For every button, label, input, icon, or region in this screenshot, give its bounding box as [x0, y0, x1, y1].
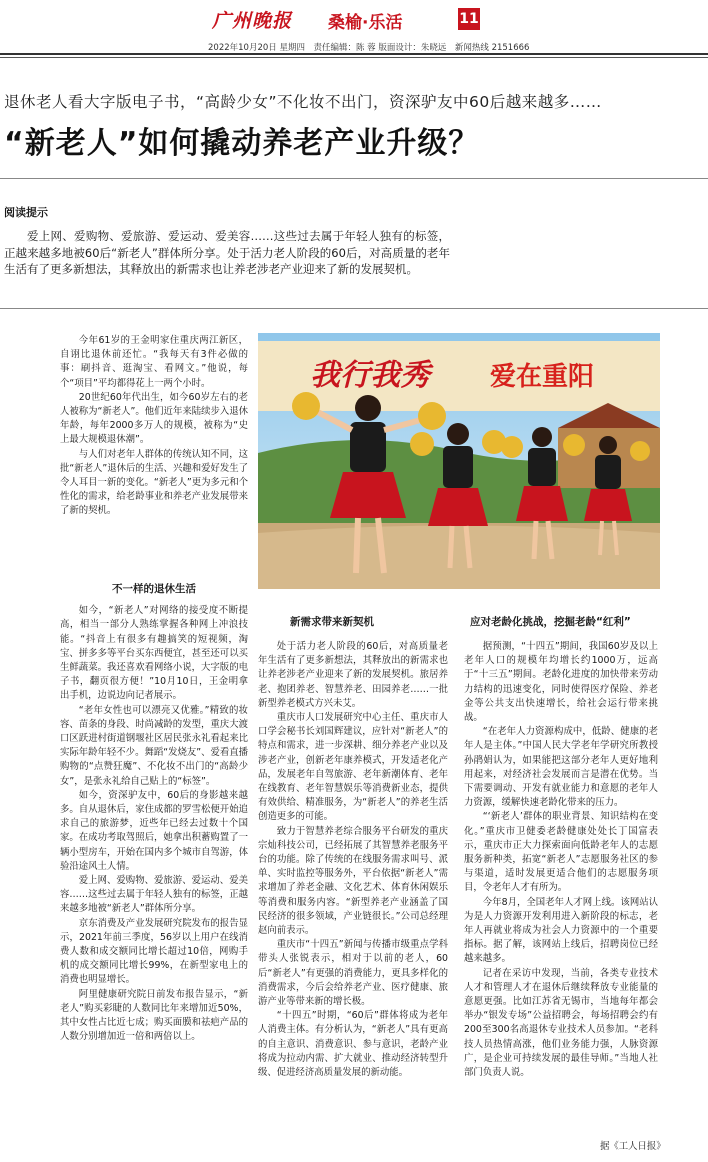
section-title [328, 8, 402, 33]
section-name: 桑榆·乐活 [328, 13, 403, 33]
masthead-rule-thin [0, 57, 708, 58]
banner-text-right: 爱在重阳 [490, 362, 595, 392]
paragraph: 处于活力老人阶段的60后，对高质量老年生活有了更多新想法，其释放出的新需求也让养老涉老产业迎来了新的发展契机。旅居养老、抱团养老、智慧养老、田园养老……一批新型养老模式方兴未艾。 [258, 641, 448, 709]
paragraph: 如今，资深驴友中，60后的身影越来越多。自从退休后，家住成都的罗雪松便开始追求自己的旅游梦，近些年已经去过数十个国家。在成功考取驾照后，她拿出积蓄购置了一辆小型房车，开始在国内多个城市自驾游，体验沿途风土人情。 [60, 789, 248, 872]
reading-tip-text: 爱上网、爱购物、爱旅游、爱运动、爱美容……这些过去属于年轻人独有的标签，正越来越多地被60后“新老人”群体所分享。处于活力老人阶段的60后，对高质量的老年生活有了更多新想法，其释放出的新需求也让养老涉老产业迎来了新的发展契机。 [4, 229, 450, 277]
paragraph: 今年8月，全国老年人才网上线。该网站认为是人力资源开发利用进入新阶段的标志，老年人再就业将成为社会人力资源中的一个重要指标。据了解，该网站上线后，招聘岗位已经越来越多。 [464, 896, 658, 965]
paragraph: 据预测，“十四五”期间，我国60岁及以上老年人口的规模年均增长约1000万，远高于“十三五”期间。老龄化进度的加快带来劳动力结构的迅速变化，同时使得医疗保险、养老金等公共支出快速增长，给社会运行带来挑战。 [464, 641, 658, 724]
paragraph: 重庆市“十四五”新闻与传播市级重点学科带头人张锐表示，相对于以前的老人，60后“新老人”有更强的消费能力，更具多样化的消费需求，今后会给养老产业、医疗健康、旅游产业等带来新的增长极。 [258, 939, 448, 1008]
paragraph: 爱上网、爱购物、爱旅游、爱运动、爱美容……这些过去属于年轻人独有的标签，正越来越多地被“新老人”群体所分享。 [60, 875, 248, 915]
masthead-rule [0, 53, 708, 55]
paragraph: “十四五”时期，“60后”群体将成为老年人消费主体。有分析认为，“新老人”具有更高的自主意识、消费意识、参与意识，老龄产业将成为拉动内需、扩大就业、推动经济转型升级、促进经济高质量发展的新动能。 [258, 1010, 448, 1079]
banner-text-left: 我行我秀 [310, 358, 430, 393]
paragraph: 京东消费及产业发展研究院发布的报告显示，2021年前三季度，56岁以上用户在线消费人数和成交额同比增长超过10倍，网购手机的成交额同比增长99%，在新型家电上的消费也明显增长。 [60, 917, 248, 986]
column-2 [258, 640, 448, 1080]
paragraph: “‘新老人’群体的职业背景、知识结构在变化。”重庆市卫健委老龄健康处处长丁国富表示，重庆市正大力探索面向低龄老年人的志愿服务新种类，拓宽“新老人”志愿服务社区的参与渠道，适时发展更适合他们的志愿服务项目，令老年人才有所为。 [464, 811, 658, 894]
kicker-headline: 退休老人看大字版电子书，“高龄少女”不化妆不出门，资深驴友中60后越来越多…… [4, 93, 602, 111]
subhead-3: 应对老龄化挑战，挖掘老龄“红利” [470, 616, 631, 628]
dance-photo [258, 333, 660, 589]
paragraph: 致力于智慧养老综合服务平台研发的重庆宗灿科技公司，已经拓展了其智慧养老服务平台的功能。除了传统的在线服务需求叫号、派单、实时监控等服务外，平台依据“新老人”需求增加了养老金融、文化艺术、体育休闲娱乐等消费和服务内容。“新型养老产业涵盖了国民经济的很多领域，产业链很长。”公司总经理赵向前表示。 [258, 825, 448, 937]
source-credit: 据《工人日报》 [600, 1141, 666, 1152]
column-3 [464, 640, 658, 1080]
paragraph: “在老年人力资源构成中，低龄、健康的老年人是主体。”中国人民大学老年学研究所教授孙鹃娟认为，如果能把这部分老年人更好地利用起来，对经济社会发展而言是潜在优势。当下需要调动、开发有就业能力和意愿的老年人力资源，缓解快速老龄化带来的压力。 [464, 726, 658, 809]
paragraph: 重庆市人口发展研究中心主任、重庆市人口学会秘书长刘国辉建议，应针对“新老人”的特点和需求，进一步深耕、细分养老产业以及涉老产业，创新老年康养模式，开发适老化产品，发展老年自驾旅游、老年新潮体育、老年在线教育、老年智慧娱乐等消费新业态，提供有效供给、精准服务，为“新老人”的养老生活创造更多的可能。 [258, 712, 448, 823]
paragraph: 20世纪60年代出生，如今60岁左右的老人被称为“新老人”。他们近年来陆续步入退休年龄，每年2000多万人的规模，被称为“史上最大规模退休潮”。 [60, 391, 248, 446]
paragraph: 与人们对老年人群体的传统认知不同，这批“新老人”退休后的生活、兴趣和爱好发生了令人耳目一新的变化。“新老人”更为多元和个性化的需求，给老龄事业和养老产业发展带来了新的契机。 [60, 448, 248, 517]
paragraph: 阿里健康研究院日前发布报告显示，“新老人”购买彩睫的人数同比年来增加近50%，其中女性占比近七成；购买面膜和祛疤产品的人数分别增加近一倍和两倍以上。 [60, 988, 248, 1043]
column-1-continued [60, 582, 248, 1045]
page-number: 11 [458, 8, 480, 30]
divider [0, 308, 708, 309]
paragraph: 如今，“新老人”对网络的接受度不断提高，相当一部分人熟练掌握各种网上冲浪技能。“抖音上有很多有趣搞笑的短视频，淘宝、拼多多等平台买东西便宜，甚至还可以买生鲜蔬菜。我还喜欢看网络小说，大字版的电子书，翻页很方便！”10月10日，王金明拿出手机，边说边向记者展示。 [60, 605, 248, 702]
main-headline: “新老人”如何撬动养老产业升级？ [4, 126, 480, 161]
paragraph: 今年61岁的王金明家住重庆两江新区，自诩比退休前还忙。“我每天有3件必做的事：刷抖音、逛淘宝、看网文。”他说，每个“项目”平均都得花上一两个小时。 [60, 335, 248, 389]
subhead-1: 不一样的退休生活 [112, 583, 196, 595]
newspaper-logo: 广州晚报 [212, 10, 293, 32]
edition-info: 2022年10月20日 星期四 责任编辑：陈 蓉 版面设计：朱晓远 新闻热线 2151666 [208, 43, 530, 53]
paragraph: “老年女性也可以漂亮又优雅。”精致的妆容、苗条的身段、时尚减龄的发型，重庆大渡口区跃进村街道钢堰社区居民张永礼看起来比实际年龄年轻不少。舞蹈“发烧友”、爱看直播购物的“点赞狂魔”、不化妆不出门的“高龄少女”，是张永礼给自己贴上的“标签”。 [60, 704, 248, 787]
paragraph: 记者在采访中发现，当前，各类专业技术人才和管理人才在退休后继续释放专业能量的意愿更强。比如江苏省无锡市，当地每年都会举办“银发专场”公益招聘会，每场招聘会约有200至300名高退休专业技术人员参加。“老科技人员热情高涨，他们业务能力强，人脉资源广，是企业可持续发展的最佳导师。”当地人社部门负责人说。 [464, 967, 658, 1079]
subhead-2: 新需求带来新契机 [290, 616, 374, 628]
column-1 [60, 334, 248, 519]
reading-tip-label: 阅读提示 [4, 206, 48, 219]
divider [0, 178, 708, 179]
